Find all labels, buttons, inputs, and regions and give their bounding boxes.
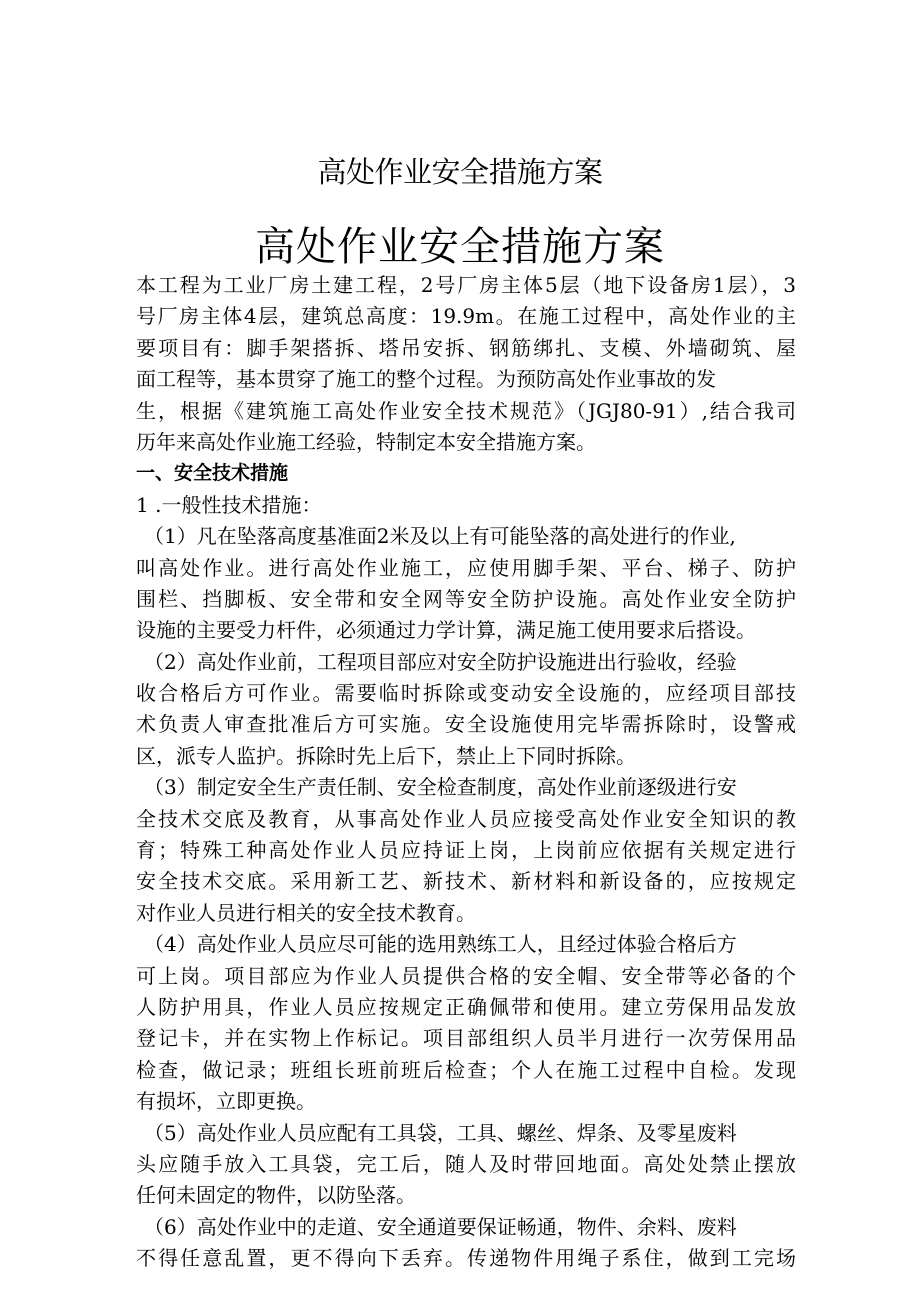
body-text-line: 全技术交底及教育，从事高处作业人员应接受高处作业安全知识的教 [136, 806, 796, 831]
body-text-line: 育；特殊工种高处作业人员应持证上岗，上岗前应依据有关规定进行 [136, 838, 796, 863]
body-text-line: 面工程等，基本贯穿了施工的整个过程。为预防高处作业事故的发 [136, 367, 716, 392]
body-text-line: 对作业人员进行相关的安全技术教育。 [136, 900, 476, 925]
body-text-line: （6）高处作业中的走道、安全通道要保证畅通，物件、余料、废料 [144, 1214, 737, 1239]
body-text-line: 叫高处作业。进行高处作业施工，应使用脚手架、平台、梯子、防护 [136, 555, 796, 580]
page-header-title: 高处作业安全措施方案 [317, 155, 603, 189]
body-text-line: 人防护用具，作业人员应按规定正确佩带和使用。建立劳保用品发放 [136, 994, 796, 1019]
body-text-line: 号厂房主体4层，建筑总高度：19.9m。在施工过程中，高处作业的主 [136, 304, 796, 329]
body-text-line: 要项目有：脚手架搭拆、塔吊安拆、钢筋绑扎、支模、外墙砌筑、屋 [136, 335, 796, 360]
body-text-line: 1 .一般性技术措施： [136, 492, 322, 517]
body-text-line: 登记卡，并在实物上作标记。项目部组织人员半月进行一次劳保用品 [136, 1026, 796, 1051]
body-text-line: 生，根据《建筑施工高处作业安全技术规范》（JGJ80-91）,结合我司 [136, 398, 796, 423]
document-body [136, 270, 796, 1275]
body-text-line: 安全技术交底。采用新工艺、新技术、新材料和新设备的，应按规定 [136, 869, 796, 894]
body-text-line: 任何未固定的物件，以防坠落。 [136, 1183, 416, 1208]
body-text-line: 收合格后方可作业。需要临时拆除或变动安全设施的，应经项目部技 [136, 681, 796, 706]
body-text-line: 区，派专人监护。拆除时先上后下，禁止上下同时拆除。 [136, 743, 636, 768]
body-text-line: 本工程为工业厂房土建工程，2号厂房主体5层（地下设备房1层），3 [136, 273, 796, 297]
body-text-line: 术负责人审查批准后方可实施。安全设施使用完毕需拆除时，设警戒 [136, 712, 796, 737]
body-text-line: 有损坏，立即更换。 [136, 1089, 316, 1114]
body-text-line: 检查，做记录；班组长班前班后检查；个人在施工过程中自检。发现 [136, 1057, 796, 1082]
document-title: 高处作业安全措施方案 [255, 224, 665, 270]
body-text-line: （5）高处作业人员应配有工具袋，工具、螺丝、焊条、及零星废料 [144, 1120, 737, 1145]
section-heading: 一、安全技术措施 [136, 462, 289, 485]
body-text-line: 不得任意乱置，更不得向下丢弃。传递物件用绳子系住，做到工完场 [136, 1246, 796, 1271]
body-text-line: （3）制定安全生产责任制、安全检查制度，高处作业前逐级进行安 [144, 775, 737, 800]
body-text-line: 设施的主要受力杆件，必须通过力学计算，满足施工使用要求后搭设。 [136, 618, 756, 643]
body-text-line: （1）凡在坠落高度基准面2米及以上有可能坠落的高处进行的作业, [144, 524, 736, 549]
body-text-line: （2）高处作业前，工程项目部应对安全防护设施进出行验收，经验 [144, 649, 737, 674]
body-text-line: 可上岗。项目部应为作业人员提供合格的安全帽、安全带等必备的个 [136, 963, 796, 988]
body-text-line: 围栏、挡脚板、安全带和安全网等安全防护设施。高处作业安全防护 [136, 586, 796, 611]
body-text-line: （4）高处作业人员应尽可能的选用熟练工人，且经过体验合格后方 [144, 932, 737, 957]
body-text-line: 历年来高处作业施工经验，特制定本安全措施方案。 [136, 429, 596, 454]
body-text-line: 头应随手放入工具袋，完工后，随人及时带回地面。高处处禁止摆放 [136, 1151, 796, 1176]
